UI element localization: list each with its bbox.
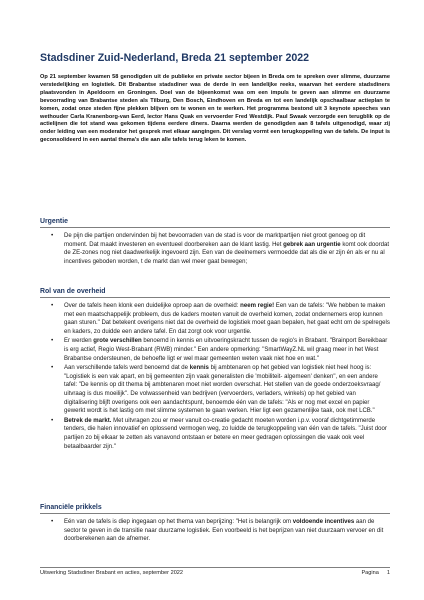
section-heading-financiele-prikkels: Financiële prikkels	[40, 504, 102, 511]
page-title: Stadsdiner Zuid-Nederland, Breda 21 september 2022	[40, 52, 310, 64]
section-heading-rol-overheid: Rol van de overheid	[40, 288, 106, 295]
section-divider	[40, 227, 390, 228]
list-item: • Er werden grote verschillen benoemd in kennis en uitvoeringskracht tussen de regio's in Brabant. "Brainport Bereikbaar is erg actief, Regio West-Brabant (RWB) minder." Een andere opmerking: "SmartWayZ.NL wil graag meer in het West Brabantse ondersteunen, de behoefte ligt er wel maar gemeenten weten vaak niet hoe en wat."	[40, 337, 390, 363]
document-page	[40, 0, 390, 600]
list-item: • Betrek de markt. Met uitvragen zou er meer vanuit co-creatie gedacht moeten worden i.p.v. vooraf dichtgetimmerde tenders, die halen innovatief en oplossend vermogen weg, zo luidde de terugkoppeling van één van de tafels. "Juist door partijen zo bij elkaar te zetten als vanavond ontstaan er betere en meer gedragen oplossingen die vaak ook veel betaalbaarder zijn."	[40, 417, 390, 452]
bullet-list-urgentie	[40, 232, 390, 267]
footer-page-number: 1	[386, 570, 390, 576]
section-heading-urgentie: Urgentie	[40, 218, 68, 225]
intro-paragraph: Op 21 september kwamen 58 genodigden uit de publieke en private sector bijeen in Breda om te spreken over slimme, duurzame verstedelijking en logistiek. Dit Brabantse stadsdiner was de derde in een landelijke reeks, waarvan het eerdere stadsdiners plaatsvonden in Apeldoorn en Groningen. Doel van de bijeenkomst was om een impuls te geven aan slimme en duurzame bevoorrading van Brabantse steden als Tilburg, Den Bosch, Eindhoven en Breda en tot een landelijk opschaalbaar actieplan te komen, zodat onze steden fijne plekken blijven om te wonen en te werken. Het programma bestond uit 3 keynote speeches van wethouder Carla Kranenborg-van Eerd, lector Hans Quak en vervoerder Fred Westdijk. Paul Swaak verzorgde een terugblik op de actielijnen die tot stand was gekomen tijdens eerdere diners. Daarna werden de genodigden aan 8 tafels uitgenodigd, waar zij onder leiding van een moderator het gesprek met elkaar aangingen. Dit verslag vormt een terugkoppeling van de tafels. De input is geconsolideerd in een aantal thema's die aan alle tafels terug leken te komen.	[40, 74, 390, 144]
page-footer	[40, 567, 390, 576]
list-item: • Eén van de tafels is diep ingegaan op het thema van beprijzing: "Het is belangrijk om voldoende incentives aan de sector te geven in de transitie naar duurzame logistiek. Een voorbeeld is het beprijzen van niet duurzaam vervoer en dit doorberekenen aan de afnemer.	[40, 518, 390, 544]
list-item: • Aan verschillende tafels werd benoemd dat de kennis bij ambtenaren op het gebied van logistiek niet heel hoog is: "Logistiek is een vak apart, en bij gemeenten zijn vaak generalisten die 'mobiliteit- algemeen' denken", en een andere tafel: "De kennis op dit thema bij ambtenaren moet niet worden overschat. Het stellen van de goede onderzoeksvraag/ uitvraag is dus moeilijk". De volwassenheid van bedrijven (vervoerders, verladers, winkels) op het gebied van digitalisering blijft overigens ook een aandachtspunt, benoemde één van de tafels: "Als er nog met excel en papier gewerkt wordt is het lastig om met slimme systemen te gaan werken. Hier ligt een gezamenlijke taak, ook met LCB."	[40, 364, 390, 416]
list-item: • De pijn die partijen ondervinden bij het bevoorraden van de stad is voor de marktpartijen niet groot genoeg op dit moment. Dat maakt investeren en eventueel doorbereken aan de klant lastig. Het gebrek aan urgentie komt ook doordat de ZE-zones nog niet daadwerkelijk ingevoerd zijn. Een van de deelnemers vermoedde dat als die er zijn én als er nu al incentives geboden worden, t de markt dan wel meer gaat bewegen;	[40, 232, 390, 267]
bullet-list-financiele-prikkels	[40, 518, 390, 545]
footer-page-label: Pagina	[361, 570, 379, 576]
section-divider	[40, 297, 390, 298]
footer-pagination	[353, 570, 390, 576]
section-divider	[40, 513, 390, 514]
list-item: • Over de tafels heen klonk een duidelijke oproep aan de overheid: neem regie! Een van de tafels: "We hebben te maken met een maatschappelijk probleem, dus de kaders moeten vanuit de overheid komen, zodat ondernemers erop kunnen gaan sturen." Dat betekent overigens niet dat de overheid de logistiek moet gaan bepalen, het gaat echt om de spelregels en kaders, zo duidde een andere tafel. En dat zorgt ook voor urgentie.	[40, 302, 390, 337]
bullet-list-rol-overheid	[40, 302, 390, 452]
footer-title: Uitwerking Stadsdiner Brabant en acties, september 2022	[40, 570, 184, 576]
